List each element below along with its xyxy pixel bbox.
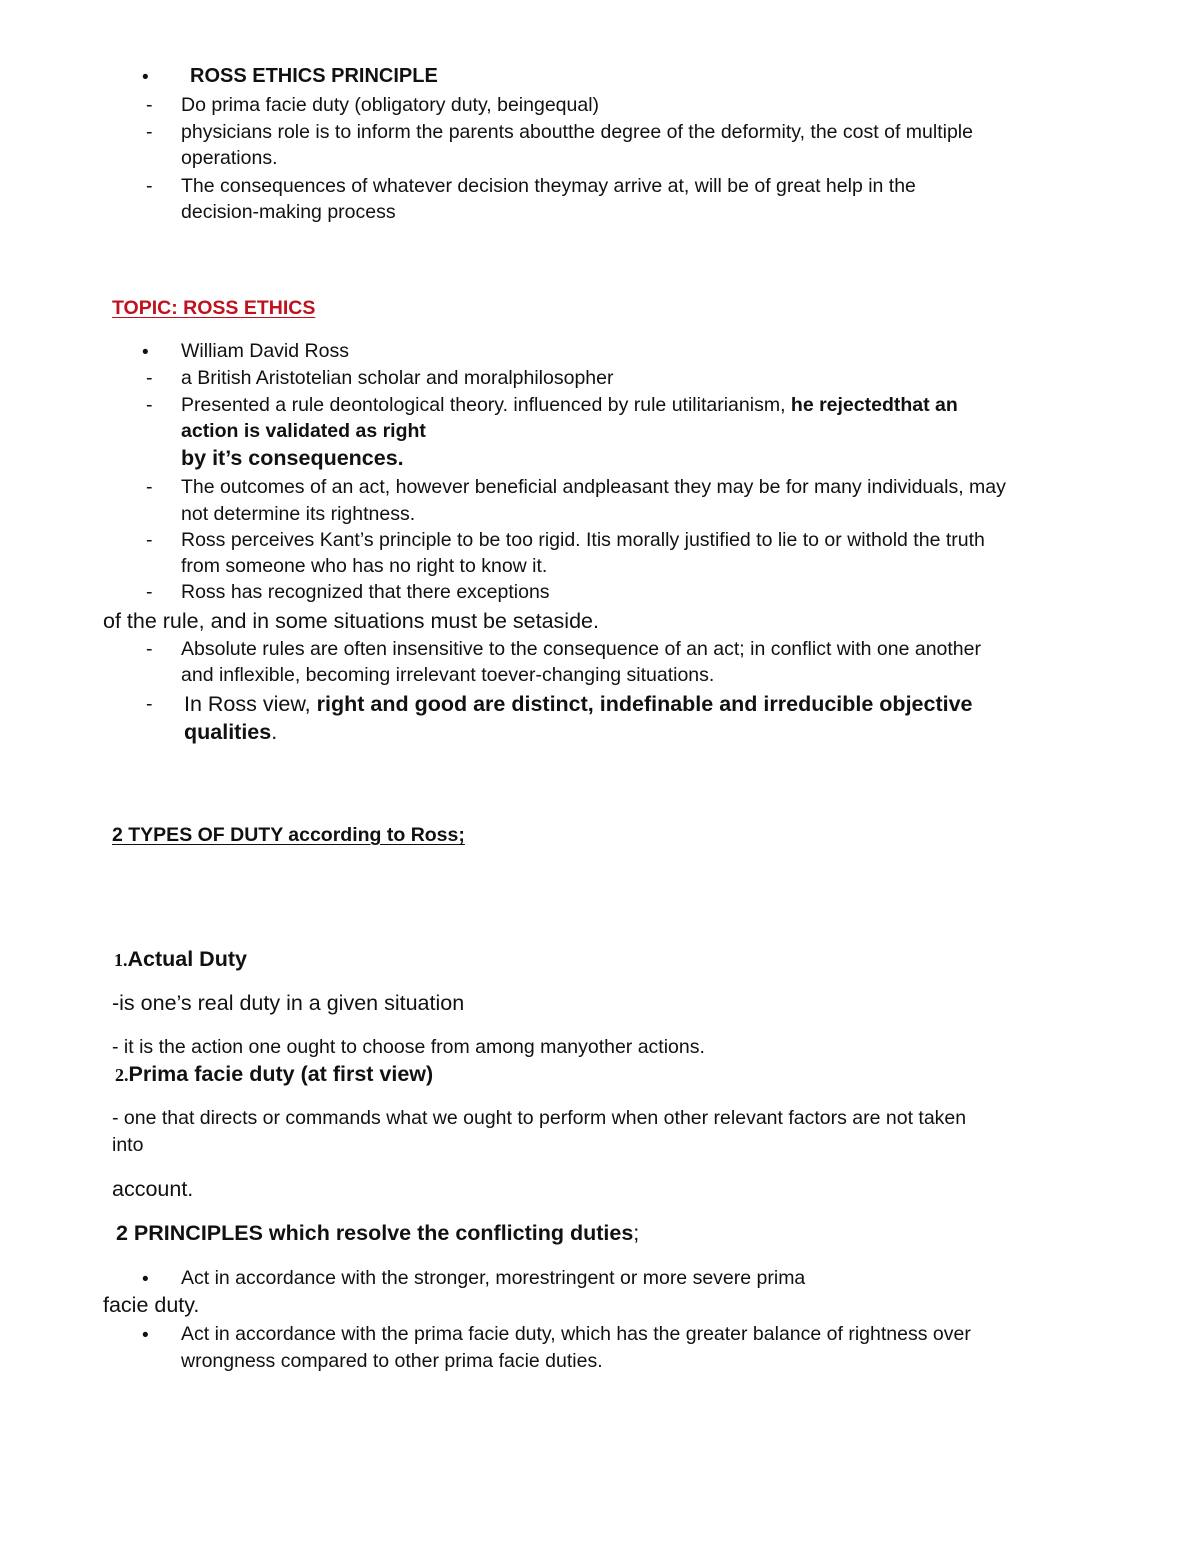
dash-icon: - xyxy=(146,175,153,197)
list-item: The outcomes of an act, however beneficial andpleasant they may be for many individuals, may xyxy=(181,476,1006,498)
list-item: physicians role is to inform the parents aboutthe degree of the deformity, the cost of multiple xyxy=(181,121,973,143)
dash-icon: - xyxy=(146,529,153,551)
item-title: Prima facie duty (at first view) xyxy=(128,1062,434,1086)
text-run-bold: qualities xyxy=(184,720,272,744)
paragraph-line: -is one’s real duty in a given situation xyxy=(112,991,465,1015)
dash-icon: - xyxy=(146,693,153,715)
bullet-icon: • xyxy=(142,67,149,88)
list-item: Act in accordance with the stronger, morestringent or more severe prima xyxy=(181,1267,806,1289)
list-item-continuation: not determine its rightness. xyxy=(181,503,416,525)
bullet-icon: • xyxy=(142,1325,149,1346)
item-title: Actual Duty xyxy=(127,947,247,971)
paragraph-line: into xyxy=(112,1134,144,1156)
list-item: The consequences of whatever decision theymay arrive at, will be of great help in the xyxy=(181,175,916,197)
list-item-continuation: action is validated as right xyxy=(181,420,426,442)
list-item-continuation: facie duty. xyxy=(103,1293,200,1317)
list-item: William David Ross xyxy=(181,340,349,362)
text-run: Presented a rule deontological theory. influenced by rule utilitarianism, xyxy=(181,394,786,416)
list-item: Absolute rules are often insensitive to the consequence of an act; in conflict with one another xyxy=(181,638,981,660)
dash-icon: - xyxy=(146,476,153,498)
list-item: Act in accordance with the prima facie duty, which has the greater balance of rightness over xyxy=(181,1323,971,1345)
item-number: 1. xyxy=(114,950,128,970)
paragraph-line: - it is the action one ought to choose from among manyother actions. xyxy=(112,1036,705,1058)
list-item-continuation: decision-making process xyxy=(181,201,396,223)
text-run: ; xyxy=(633,1221,640,1245)
dash-icon: - xyxy=(146,94,153,116)
numbered-item-actual-duty xyxy=(114,946,247,974)
list-item-continuation: of the rule, and in some situations must be setaside. xyxy=(103,609,599,633)
dash-icon: - xyxy=(146,121,153,143)
bullet-icon: • xyxy=(142,1269,149,1290)
list-item: Ross perceives Kant’s principle to be too rigid. Itis morally justified to lie to or withold the truth xyxy=(181,529,985,551)
list-item: Ross has recognized that there exceptions xyxy=(181,581,550,603)
list-item-continuation: from someone who has no right to know it. xyxy=(181,555,548,577)
list-item xyxy=(184,691,973,718)
list-item-continuation xyxy=(184,719,277,746)
list-item xyxy=(181,392,958,419)
item-number: 2. xyxy=(115,1065,129,1085)
dash-icon: - xyxy=(146,638,153,660)
text-run-bold: 2 PRINCIPLES which resolve the conflicting duties xyxy=(116,1221,634,1245)
section-heading-ross-ethics-principle: ROSS ETHICS PRINCIPLE xyxy=(190,65,438,87)
list-item-continuation: wrongness compared to other prima facie duties. xyxy=(181,1350,603,1372)
topic-heading: TOPIC: ROSS ETHICS xyxy=(112,297,316,319)
dash-icon: - xyxy=(146,367,153,389)
list-item-continuation: operations. xyxy=(181,147,278,169)
dash-icon: - xyxy=(146,581,153,603)
list-item: a British Aristotelian scholar and moralphilosopher xyxy=(181,367,614,389)
text-run: . xyxy=(271,720,278,744)
list-item-continuation: and inflexible, becoming irrelevant toever-changing situations. xyxy=(181,664,715,686)
paragraph-line: - one that directs or commands what we ought to perform when other relevant factors are not taken xyxy=(112,1107,967,1129)
paragraph-line: account. xyxy=(112,1177,194,1201)
dash-icon: - xyxy=(146,394,153,416)
types-heading: 2 TYPES OF DUTY according to Ross; xyxy=(112,824,465,846)
numbered-item-prima-facie-duty xyxy=(115,1061,433,1089)
principles-heading xyxy=(116,1220,639,1247)
text-run-bold: right and good are distinct, indefinable and irreducible objective xyxy=(316,692,973,716)
list-item: Do prima facie duty (obligatory duty, beingequal) xyxy=(181,94,600,116)
text-run-bold: he rejectedthat an xyxy=(790,394,958,416)
bullet-icon: • xyxy=(142,342,149,363)
list-item-continuation: by it’s consequences. xyxy=(181,446,404,470)
text-run: In Ross view, xyxy=(184,692,311,716)
